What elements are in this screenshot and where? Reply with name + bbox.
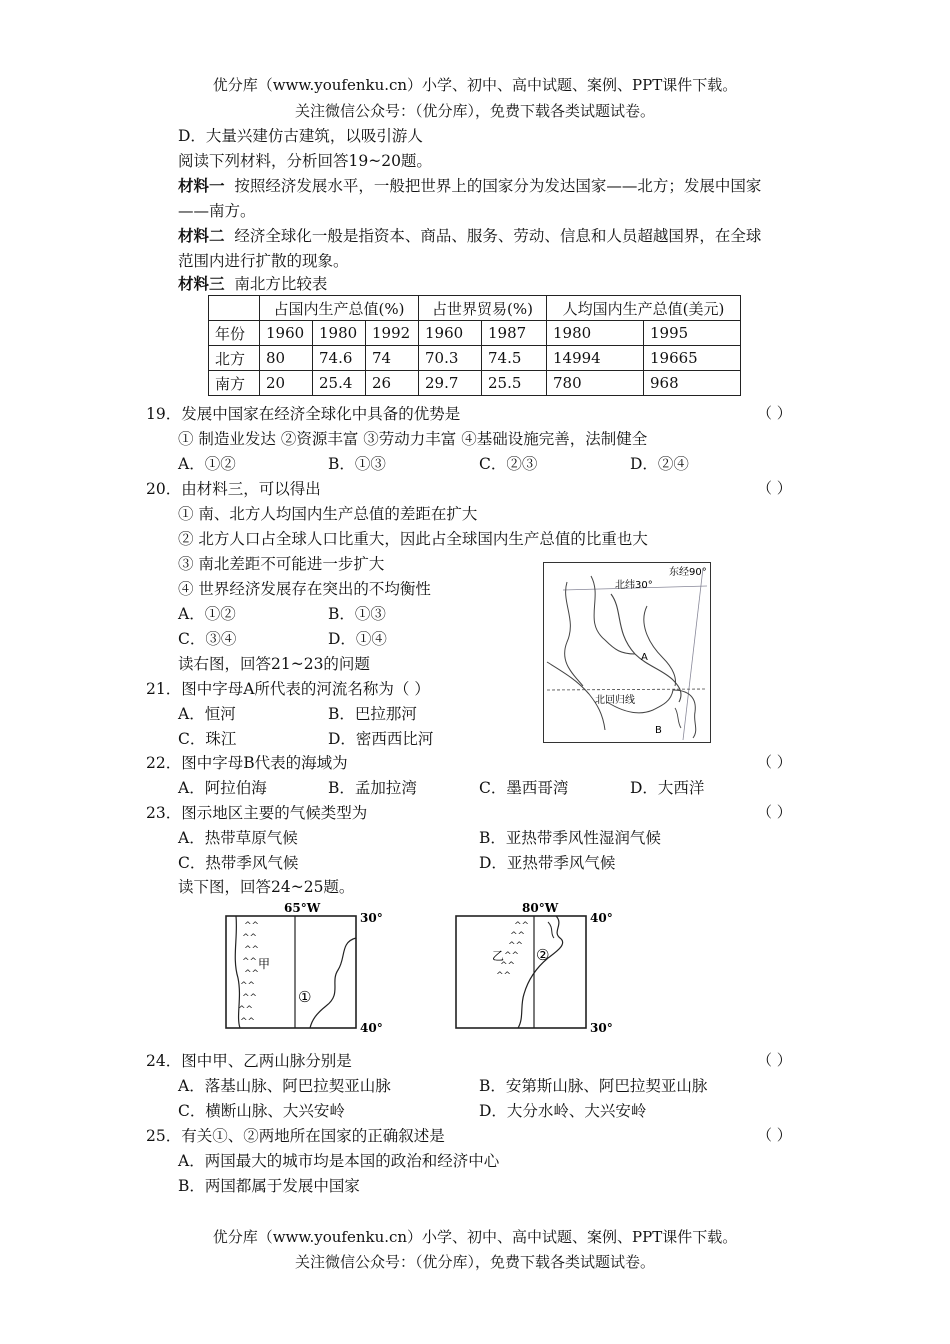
svg-text:^^: ^^ — [496, 971, 512, 981]
q25-option-b: B．两国都属于发展中国家 — [178, 1177, 360, 1195]
south-asia-map — [543, 562, 711, 743]
table-row-label: 北方 — [209, 346, 260, 371]
table-cell: 70.3 — [419, 346, 482, 371]
table-year: 1992 — [366, 321, 419, 346]
svg-text:^^: ^^ — [244, 969, 260, 979]
material-2-line-2: 范围内进行扩散的现象。 — [178, 252, 349, 270]
map3-label-yi: 乙 — [492, 949, 505, 963]
map2-lat-top: 30° — [360, 911, 383, 925]
intro-19-20: 阅读下列材料，分析回答19~20题。 — [178, 152, 432, 170]
q20-option-c: C．③④ — [178, 630, 237, 648]
footer-line-2: 关注微信公众号：（优分库），免费下载各类试题试卷。 — [294, 1253, 655, 1271]
q20-stem: 20．由材料三，可以得出 — [146, 480, 321, 498]
intro-21-23: 读右图，回答21~23的问题 — [178, 655, 370, 673]
svg-text:^^: ^^ — [240, 981, 256, 991]
intro-24-25: 读下图，回答24~25题。 — [178, 878, 355, 896]
q21-option-b: B．巴拉那河 — [328, 705, 417, 723]
map-65w — [222, 898, 390, 1038]
q22-option-c: C．墨西哥湾 — [479, 779, 569, 797]
answer-bracket: （ ） — [757, 1126, 792, 1144]
q19-option-a: A．①② — [178, 455, 236, 473]
material-3-title: 南北方比较表 — [234, 275, 328, 293]
q24-option-c: C．横断山脉、大兴安岭 — [178, 1102, 345, 1120]
map-80w — [452, 898, 620, 1038]
table-year: 1960 — [260, 321, 313, 346]
map2-lat-bottom: 40° — [360, 1021, 383, 1035]
table-year: 1960 — [419, 321, 482, 346]
material-2-text: 经济全球化一般是指资本、商品、服务、劳动、信息和人员超越国界，在全球 — [234, 227, 762, 245]
table-row — [209, 371, 741, 396]
table-cell: 19665 — [644, 346, 741, 371]
table-year-row — [209, 321, 741, 346]
map2-label-circle-1: ① — [298, 988, 312, 1006]
q23-option-c: C．热带季风气候 — [178, 854, 299, 872]
answer-bracket: （ ） — [757, 803, 792, 821]
q19-option-c: C．②③ — [479, 455, 538, 473]
table-row-label: 南方 — [209, 371, 260, 396]
svg-text:^^: ^^ — [238, 1005, 254, 1015]
answer-bracket: （ ） — [757, 753, 792, 771]
svg-text:^^: ^^ — [240, 1017, 256, 1027]
svg-text:^^: ^^ — [504, 951, 520, 961]
svg-text:^^: ^^ — [242, 993, 258, 1003]
table-group-per-capita: 人均国内生产总值(美元) — [547, 296, 741, 321]
map1-lon-label: 东经90° — [669, 567, 707, 578]
q19-option-d: D．②④ — [630, 455, 689, 473]
material-2-label: 材料二 — [178, 226, 225, 245]
svg-text:^^: ^^ — [242, 957, 258, 967]
table-year-label: 年份 — [209, 321, 260, 346]
q25-option-a: A．两国最大的城市均是本国的政治和经济中心 — [178, 1152, 500, 1170]
q24-option-b: B．安第斯山脉、阿巴拉契亚山脉 — [479, 1077, 708, 1095]
q21-option-c: C．珠江 — [178, 730, 237, 748]
svg-text:^^: ^^ — [244, 921, 260, 931]
map3-label-circle-2: ② — [536, 946, 550, 964]
table-year: 1995 — [644, 321, 741, 346]
table-cell: 26 — [366, 371, 419, 396]
q22-option-d: D．大西洋 — [630, 779, 705, 797]
q19-stem: 19．发展中国家在经济全球化中具备的优势是 — [146, 405, 461, 423]
header-line-1: 优分库（www.youfenku.cn）小学、初中、高中试题、案例、PPT课件下载。 — [212, 76, 738, 94]
q20-option-b: B．①③ — [328, 605, 386, 623]
table-row — [209, 346, 741, 371]
q21-stem: 21．图中字母A所代表的河流名称为（ ） — [146, 680, 430, 698]
q20-option-a: A．①② — [178, 605, 236, 623]
svg-text:^^: ^^ — [514, 921, 530, 931]
table-cell: 968 — [644, 371, 741, 396]
q24-stem: 24．图中甲、乙两山脉分别是 — [146, 1052, 352, 1070]
q21-option-d: D．密西西比河 — [328, 730, 434, 748]
q23-option-d: D．亚热带季风气候 — [479, 854, 616, 872]
table-cell: 74.5 — [482, 346, 547, 371]
answer-bracket: （ ） — [757, 479, 792, 497]
map2-label-jia: 甲 — [258, 957, 271, 971]
svg-text:^^: ^^ — [242, 933, 258, 943]
north-south-comparison-table — [208, 295, 741, 396]
q23-stem: 23．图示地区主要的气候类型为 — [146, 804, 368, 822]
answer-bracket: （ ） — [757, 404, 792, 422]
svg-text:^^: ^^ — [500, 961, 516, 971]
table-cell: 780 — [547, 371, 644, 396]
q20-option-d: D．①④ — [328, 630, 387, 648]
q24-option-d: D．大分水岭、大兴安岭 — [479, 1102, 647, 1120]
material-2-line-1 — [178, 224, 761, 246]
q20-statement-2: ② 北方人口占全球人口比重大，因此占全球国内生产总值的比重也大 — [178, 530, 648, 548]
map3-lat-bottom: 30° — [590, 1021, 613, 1035]
material-3-label: 材料三 — [178, 274, 225, 293]
map3-lon-label: 80°W — [522, 901, 559, 915]
svg-text:^^: ^^ — [244, 945, 260, 955]
q23-option-a: A．热带草原气候 — [178, 829, 298, 847]
map2-lon-label: 65°W — [284, 901, 321, 915]
map3-lat-top: 40° — [590, 911, 613, 925]
table-cell: 14994 — [547, 346, 644, 371]
svg-text:^^: ^^ — [508, 941, 524, 951]
q19-items: ① 制造业发达 ②资源丰富 ③劳动力丰富 ④基础设施完善，法制健全 — [178, 430, 648, 448]
table-year: 1980 — [547, 321, 644, 346]
map1-label-b: B — [655, 725, 662, 736]
table-cell: 29.7 — [419, 371, 482, 396]
q24-option-a: A．落基山脉、阿巴拉契亚山脉 — [178, 1077, 391, 1095]
q20-statement-4: ④ 世界经济发展存在突出的不均衡性 — [178, 580, 431, 598]
header-line-2: 关注微信公众号：（优分库），免费下载各类试题试卷。 — [294, 102, 655, 120]
material-3-heading — [178, 272, 327, 294]
q18-option-d: D．大量兴建仿古建筑，以吸引游人 — [178, 127, 423, 145]
answer-bracket: （ ） — [757, 1051, 792, 1069]
footer-line-1: 优分库（www.youfenku.cn）小学、初中、高中试题、案例、PPT课件下载。 — [212, 1228, 738, 1246]
table-group-gdp: 占国内生产总值(%) — [260, 296, 419, 321]
q20-statement-3: ③ 南北差距不可能进一步扩大 — [178, 555, 385, 573]
table-cell: 74 — [366, 346, 419, 371]
table-cell: 20 — [260, 371, 313, 396]
map1-tropic-label: 北回归线 — [595, 695, 635, 706]
q23-option-b: B．亚热带季风性湿润气候 — [479, 829, 661, 847]
table-cell: 25.4 — [313, 371, 366, 396]
table-cell: 25.5 — [482, 371, 547, 396]
q22-option-b: B．孟加拉湾 — [328, 779, 417, 797]
material-1-text: 按照经济发展水平，一般把世界上的国家分为发达国家——北方；发展中国家 — [234, 177, 762, 195]
table-year: 1980 — [313, 321, 366, 346]
map1-lat-label: 北纬30° — [615, 580, 653, 591]
material-1-label: 材料一 — [178, 176, 225, 195]
material-1-line-1 — [178, 174, 761, 196]
q20-statement-1: ① 南、北方人均国内生产总值的差距在扩大 — [178, 505, 478, 523]
table-cell: 74.6 — [313, 346, 366, 371]
table-group-trade: 占世界贸易(%) — [419, 296, 547, 321]
table-header-row — [209, 296, 741, 321]
table-cell: 80 — [260, 346, 313, 371]
q19-option-b: B．①③ — [328, 455, 386, 473]
q21-option-a: A．恒河 — [178, 705, 236, 723]
table-year: 1987 — [482, 321, 547, 346]
svg-text:^^: ^^ — [510, 931, 526, 941]
q22-stem: 22．图中字母B代表的海域为 — [146, 754, 348, 772]
q22-option-a: A．阿拉伯海 — [178, 779, 267, 797]
map1-label-a: A — [641, 652, 648, 663]
q25-stem: 25．有关①、②两地所在国家的正确叙述是 — [146, 1127, 445, 1145]
material-1-line-2: ——南方。 — [178, 202, 256, 220]
